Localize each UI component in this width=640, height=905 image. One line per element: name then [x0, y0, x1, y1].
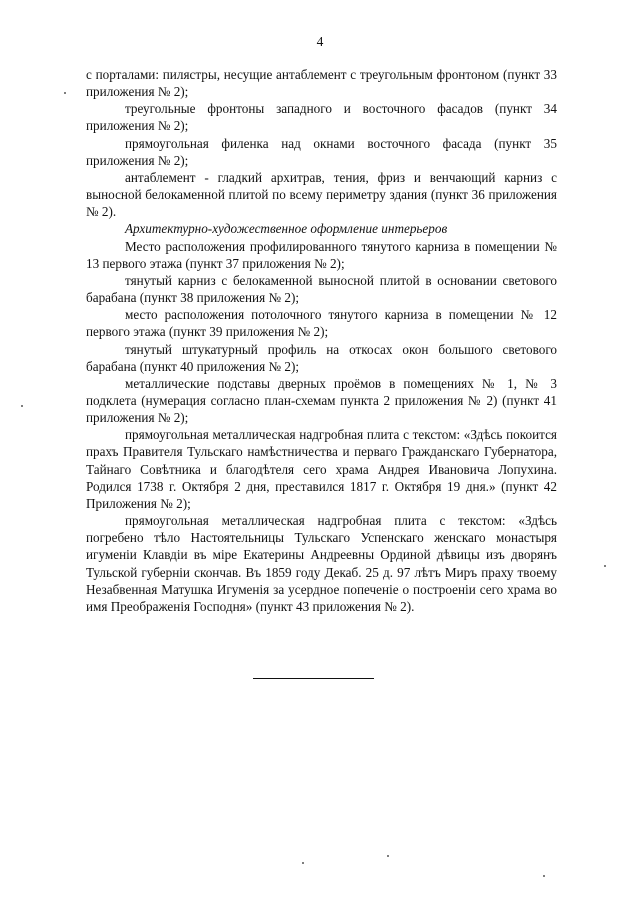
paragraph-tombstone-klavdia: прямоугольная металлическая надгробная плита с текстом: «Здѣсь погребено тѣло Настоятельницы Тульскаго Успенскаго женскаго монастыря игуменіи Клавдіи въ міре Екатерины Андреевны Ординой дѣвицы изъ дворянъ Тульской губерніи скончав. Въ 1859 году Декаб. 25 д. 97 лѣтъ Миръ праху твоему Незабвенная Матушка Игуменія за усердное попеченіе о построеніи сего храма во имя Преображенія Господня» (пункт 43 приложения № 2). [86, 513, 557, 614]
paragraph-portals: с порталами: пилястры, несущие антаблемент с треугольным фронтоном (пункт 33 приложения № 2); [86, 67, 557, 100]
paragraph-tombstone-lopukhin: прямоугольная металлическая надгробная плита с текстом: «Здѣсь покоится прахъ Правителя Тульскаго намѣстничества и перваго Гражданскаго Губернатора, Тайнаго Совѣтника и благодѣтеля сего храма Андрея Ивановича Лопухина. Родился 1738 г. Октября 2 дня, преставился 1817 г. Октября 19 дня.» (пункт 42 Приложения № 2); [86, 427, 557, 511]
paragraph-ceiling-cornice: место расположения потолочного тянутого карниза в помещении № 12 первого этажа (пункт 39 приложения № 2); [86, 307, 557, 340]
paragraph-panel: прямоугольная филенка над окнами восточного фасада (пункт 35 приложения № 2); [86, 135, 557, 168]
page-number: 4 [316, 34, 324, 49]
scan-speck [302, 862, 304, 864]
scan-speck [64, 92, 66, 94]
scan-speck [387, 855, 389, 857]
paragraph-cornice-room-13: Место расположения профилированного тянутого карниза в помещении № 13 первого этажа (пункт 37 приложения № 2); [86, 238, 557, 271]
paragraph-drum-cornice: тянутый карниз с белокаменной выносной плитой в основании светового барабана (пункт 38 приложения № 2); [86, 272, 557, 306]
scan-speck [21, 405, 23, 407]
paragraph-door-stands: металлические подставы дверных проёмов в помещениях № 1, № 3 подклета (нумерация согласно план-схемам пункта 2 приложения № 2) (пункт 41 приложения № 2); [86, 375, 557, 426]
scan-speck [543, 875, 545, 877]
closing-rule [253, 678, 374, 679]
paragraph-pediments: треугольные фронтоны западного и восточного фасадов (пункт 34 приложения № 2); [86, 101, 557, 134]
scan-speck [604, 565, 606, 567]
paragraph-entablature: антаблемент - гладкий архитрав, тения, фриз и венчающий карниз с выносной белокаменной плитой по всему периметру здания (пункт 36 приложения № 2). [86, 169, 557, 220]
paragraph-window-profile: тянутый штукатурный профиль на откосах окон большого светового барабана (пункт 40 приложения № 2); [86, 341, 557, 374]
section-heading-interiors: Архитектурно-художественное оформление интерьеров [125, 221, 448, 237]
document-body [86, 66, 557, 615]
